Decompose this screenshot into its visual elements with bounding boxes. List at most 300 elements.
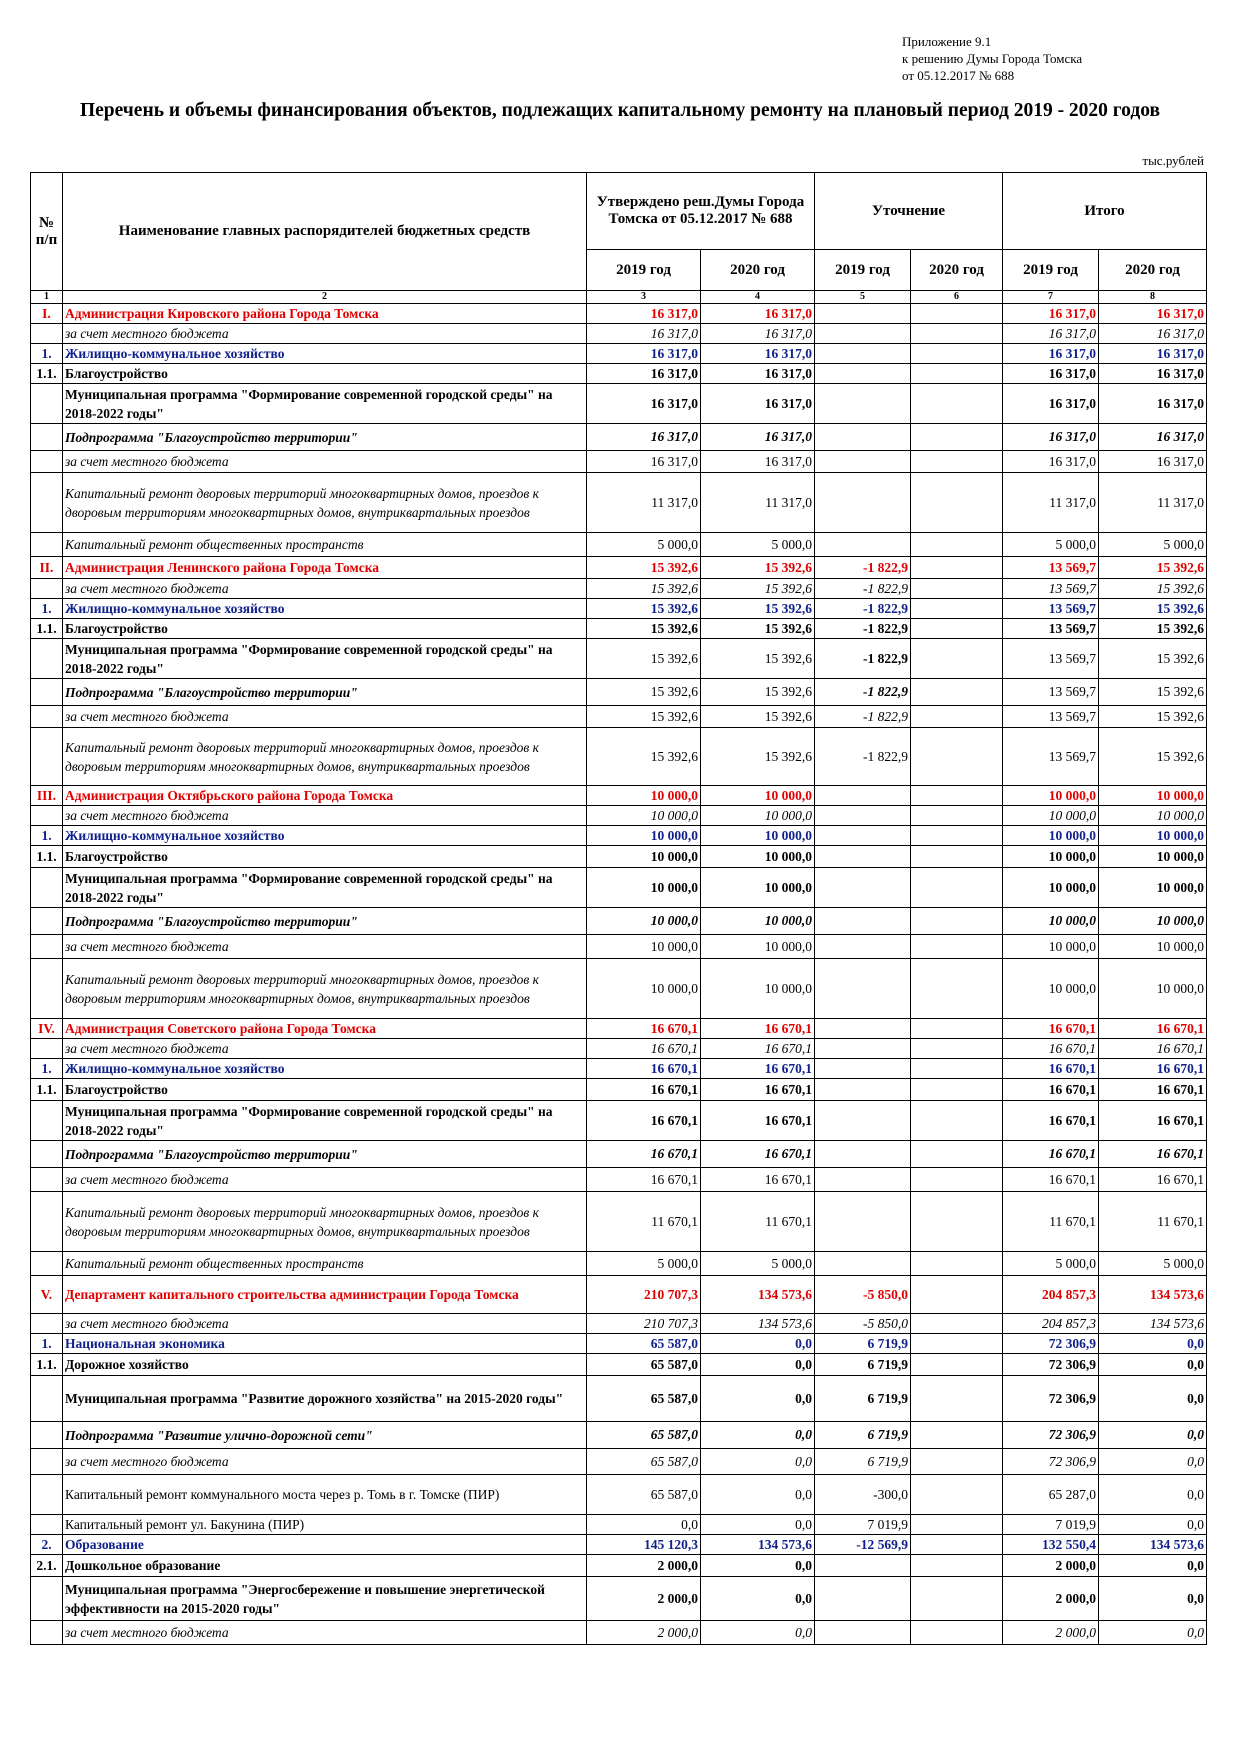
value-a20: 0,0 xyxy=(701,1422,815,1449)
value-c20 xyxy=(911,1515,1003,1535)
value-a19: 10 000,0 xyxy=(587,826,701,846)
value-a20: 15 392,6 xyxy=(701,679,815,706)
value-a19: 65 587,0 xyxy=(587,1449,701,1475)
value-t19: 65 287,0 xyxy=(1003,1475,1099,1515)
value-t19: 13 569,7 xyxy=(1003,639,1099,679)
value-t20: 0,0 xyxy=(1099,1422,1207,1449)
value-c20 xyxy=(911,1475,1003,1515)
value-c20 xyxy=(911,1252,1003,1276)
units-label: тыс.рублей xyxy=(1142,153,1204,168)
value-a20: 16 670,1 xyxy=(701,1101,815,1141)
value-c20 xyxy=(911,324,1003,344)
row-number xyxy=(31,384,63,424)
row-name: Образование xyxy=(63,1535,587,1555)
row-number xyxy=(31,1252,63,1276)
table-row xyxy=(31,728,1207,786)
value-c20 xyxy=(911,579,1003,599)
value-c20 xyxy=(911,706,1003,728)
value-a20: 10 000,0 xyxy=(701,868,815,908)
row-name: Капитальный ремонт дворовых территорий многоквартирных домов, проездов к дворовым территориям многоквартирных домов, внутриквартальных проездов xyxy=(63,728,587,786)
table-row xyxy=(31,1577,1207,1621)
value-c19 xyxy=(815,868,911,908)
value-a19: 16 670,1 xyxy=(587,1101,701,1141)
value-t19: 10 000,0 xyxy=(1003,826,1099,846)
header-year: 2019 год xyxy=(587,250,701,291)
value-a20: 16 670,1 xyxy=(701,1168,815,1192)
value-c20 xyxy=(911,1059,1003,1079)
value-t20: 0,0 xyxy=(1099,1621,1207,1645)
table-row xyxy=(31,806,1207,826)
row-number xyxy=(31,1141,63,1168)
value-t19: 7 019,9 xyxy=(1003,1515,1099,1535)
row-number xyxy=(31,1039,63,1059)
value-t20: 0,0 xyxy=(1099,1354,1207,1376)
value-a20: 16 670,1 xyxy=(701,1019,815,1039)
value-c20 xyxy=(911,619,1003,639)
table-row xyxy=(31,639,1207,679)
value-a19: 65 587,0 xyxy=(587,1376,701,1422)
value-a20: 0,0 xyxy=(701,1449,815,1475)
value-a19: 16 670,1 xyxy=(587,1039,701,1059)
value-a20: 15 392,6 xyxy=(701,557,815,579)
value-t19: 132 550,4 xyxy=(1003,1535,1099,1555)
value-c20 xyxy=(911,806,1003,826)
row-number: 1.1. xyxy=(31,619,63,639)
row-number: 1.1. xyxy=(31,364,63,384)
row-name: Жилищно-коммунальное хозяйство xyxy=(63,599,587,619)
value-a19: 16 317,0 xyxy=(587,304,701,324)
value-t19: 11 670,1 xyxy=(1003,1192,1099,1252)
value-c20 xyxy=(911,1168,1003,1192)
financing-table xyxy=(30,172,1207,1645)
header-year: 2020 год xyxy=(701,250,815,291)
value-a20: 11 670,1 xyxy=(701,1192,815,1252)
value-t19: 72 306,9 xyxy=(1003,1449,1099,1475)
value-c20 xyxy=(911,846,1003,868)
value-c19 xyxy=(815,364,911,384)
value-a19: 16 670,1 xyxy=(587,1079,701,1101)
row-number xyxy=(31,1192,63,1252)
value-t19: 10 000,0 xyxy=(1003,846,1099,868)
table-row xyxy=(31,1019,1207,1039)
row-name: за счет местного бюджета xyxy=(63,1039,587,1059)
value-c20 xyxy=(911,1101,1003,1141)
value-a19: 15 392,6 xyxy=(587,557,701,579)
value-c20 xyxy=(911,639,1003,679)
value-c19 xyxy=(815,959,911,1019)
value-t20: 0,0 xyxy=(1099,1376,1207,1422)
value-c20 xyxy=(911,304,1003,324)
header-clarification: Уточнение xyxy=(815,173,1003,250)
value-a20: 16 670,1 xyxy=(701,1039,815,1059)
value-t19: 13 569,7 xyxy=(1003,619,1099,639)
value-t20: 0,0 xyxy=(1099,1555,1207,1577)
header-year: 2020 год xyxy=(1099,250,1207,291)
value-t19: 13 569,7 xyxy=(1003,679,1099,706)
table-row xyxy=(31,935,1207,959)
appendix-note xyxy=(902,33,1082,84)
value-t19: 16 670,1 xyxy=(1003,1141,1099,1168)
value-a20: 15 392,6 xyxy=(701,728,815,786)
value-t20: 16 670,1 xyxy=(1099,1079,1207,1101)
row-number xyxy=(31,1449,63,1475)
column-number: 5 xyxy=(815,291,911,304)
value-a19: 15 392,6 xyxy=(587,706,701,728)
table-row xyxy=(31,1334,1207,1354)
value-c19 xyxy=(815,1039,911,1059)
value-t20: 15 392,6 xyxy=(1099,706,1207,728)
row-name: за счет местного бюджета xyxy=(63,1449,587,1475)
table-row xyxy=(31,344,1207,364)
value-c20 xyxy=(911,908,1003,935)
value-c19 xyxy=(815,384,911,424)
value-a20: 0,0 xyxy=(701,1475,815,1515)
value-a20: 16 670,1 xyxy=(701,1141,815,1168)
value-t20: 15 392,6 xyxy=(1099,728,1207,786)
value-a19: 65 587,0 xyxy=(587,1334,701,1354)
table-row xyxy=(31,1192,1207,1252)
value-t19: 2 000,0 xyxy=(1003,1621,1099,1645)
row-name: Администрация Советского района Города Томска xyxy=(63,1019,587,1039)
row-name: Благоустройство xyxy=(63,846,587,868)
value-t20: 15 392,6 xyxy=(1099,679,1207,706)
row-number xyxy=(31,324,63,344)
table-row xyxy=(31,1354,1207,1376)
value-c20 xyxy=(911,1621,1003,1645)
value-t19: 204 857,3 xyxy=(1003,1314,1099,1334)
row-name: Благоустройство xyxy=(63,364,587,384)
row-number xyxy=(31,1621,63,1645)
value-a20: 11 317,0 xyxy=(701,473,815,533)
value-t20: 0,0 xyxy=(1099,1475,1207,1515)
row-number xyxy=(31,533,63,557)
row-name: Капитальный ремонт коммунального моста через р. Томь в г. Томске (ПИР) xyxy=(63,1475,587,1515)
row-name: Муниципальная программа "Формирование современной городской среды" на 2018-2022 годы" xyxy=(63,868,587,908)
value-t20: 16 670,1 xyxy=(1099,1141,1207,1168)
value-a19: 15 392,6 xyxy=(587,619,701,639)
row-name: Капитальный ремонт ул. Бакунина (ПИР) xyxy=(63,1515,587,1535)
row-number xyxy=(31,1314,63,1334)
value-t19: 16 670,1 xyxy=(1003,1079,1099,1101)
header-approved: Утверждено реш.Думы Города Томска от 05.12.2017 № 688 xyxy=(587,173,815,250)
value-c20 xyxy=(911,1577,1003,1621)
value-t20: 134 573,6 xyxy=(1099,1535,1207,1555)
value-t20: 10 000,0 xyxy=(1099,806,1207,826)
row-number: IV. xyxy=(31,1019,63,1039)
value-t19: 10 000,0 xyxy=(1003,935,1099,959)
value-c19: -300,0 xyxy=(815,1475,911,1515)
value-a20: 10 000,0 xyxy=(701,826,815,846)
column-numbers-row xyxy=(31,291,1207,304)
row-name: Жилищно-коммунальное хозяйство xyxy=(63,826,587,846)
value-a19: 0,0 xyxy=(587,1515,701,1535)
row-number: 2.1. xyxy=(31,1555,63,1577)
value-c19: -5 850,0 xyxy=(815,1314,911,1334)
value-a19: 15 392,6 xyxy=(587,599,701,619)
value-t20: 16 317,0 xyxy=(1099,424,1207,451)
value-t20: 15 392,6 xyxy=(1099,599,1207,619)
row-name: за счет местного бюджета xyxy=(63,935,587,959)
value-c19: 7 019,9 xyxy=(815,1515,911,1535)
value-a20: 10 000,0 xyxy=(701,806,815,826)
value-a20: 15 392,6 xyxy=(701,619,815,639)
value-t19: 10 000,0 xyxy=(1003,786,1099,806)
row-name: Капитальный ремонт дворовых территорий многоквартирных домов, проездов к дворовым территориям многоквартирных домов, внутриквартальных проездов xyxy=(63,1192,587,1252)
header-year: 2020 год xyxy=(911,250,1003,291)
row-number xyxy=(31,908,63,935)
value-c20 xyxy=(911,1141,1003,1168)
value-c19 xyxy=(815,344,911,364)
value-a19: 16 670,1 xyxy=(587,1019,701,1039)
row-number xyxy=(31,639,63,679)
value-c19 xyxy=(815,908,911,935)
table-row xyxy=(31,908,1207,935)
value-c20 xyxy=(911,1019,1003,1039)
appendix-line: от 05.12.2017 № 688 xyxy=(902,68,1015,83)
value-t20: 11 670,1 xyxy=(1099,1192,1207,1252)
value-c19 xyxy=(815,846,911,868)
value-a20: 0,0 xyxy=(701,1334,815,1354)
row-number xyxy=(31,1515,63,1535)
value-t20: 0,0 xyxy=(1099,1334,1207,1354)
value-c19: -1 822,9 xyxy=(815,557,911,579)
value-a20: 10 000,0 xyxy=(701,959,815,1019)
value-c19 xyxy=(815,304,911,324)
value-a20: 16 317,0 xyxy=(701,384,815,424)
table-row xyxy=(31,1376,1207,1422)
row-number xyxy=(31,1376,63,1422)
value-a19: 10 000,0 xyxy=(587,806,701,826)
value-a19: 16 670,1 xyxy=(587,1168,701,1192)
row-name: за счет местного бюджета xyxy=(63,706,587,728)
value-t20: 134 573,6 xyxy=(1099,1314,1207,1334)
row-name: Муниципальная программа "Формирование современной городской среды" на 2018-2022 годы" xyxy=(63,639,587,679)
table-row xyxy=(31,599,1207,619)
table-row xyxy=(31,579,1207,599)
value-a19: 2 000,0 xyxy=(587,1577,701,1621)
value-a20: 15 392,6 xyxy=(701,706,815,728)
value-c19 xyxy=(815,1141,911,1168)
value-a20: 134 573,6 xyxy=(701,1276,815,1314)
value-t19: 16 670,1 xyxy=(1003,1019,1099,1039)
value-a19: 16 317,0 xyxy=(587,324,701,344)
row-name: Подпрограмма "Развитие улично-дорожной сети" xyxy=(63,1422,587,1449)
value-a20: 10 000,0 xyxy=(701,846,815,868)
row-number: 1. xyxy=(31,826,63,846)
value-a20: 16 317,0 xyxy=(701,304,815,324)
table-row xyxy=(31,706,1207,728)
row-number xyxy=(31,706,63,728)
value-t20: 10 000,0 xyxy=(1099,868,1207,908)
value-a19: 2 000,0 xyxy=(587,1621,701,1645)
value-c20 xyxy=(911,1334,1003,1354)
value-c19 xyxy=(815,1101,911,1141)
row-name: Муниципальная программа "Энергосбережение и повышение энергетической эффективности на 2015-2020 годы" xyxy=(63,1577,587,1621)
value-a20: 16 317,0 xyxy=(701,424,815,451)
value-a19: 10 000,0 xyxy=(587,846,701,868)
value-t20: 16 670,1 xyxy=(1099,1019,1207,1039)
appendix-line: Приложение 9.1 xyxy=(902,34,992,49)
value-c20 xyxy=(911,1276,1003,1314)
value-t19: 16 670,1 xyxy=(1003,1059,1099,1079)
table-row xyxy=(31,1621,1207,1645)
appendix-line: к решению Думы Города Томска xyxy=(902,51,1083,66)
value-t20: 16 670,1 xyxy=(1099,1059,1207,1079)
value-a19: 16 317,0 xyxy=(587,384,701,424)
value-t19: 16 317,0 xyxy=(1003,304,1099,324)
value-t20: 15 392,6 xyxy=(1099,639,1207,679)
value-a20: 15 392,6 xyxy=(701,639,815,679)
value-t19: 16 670,1 xyxy=(1003,1101,1099,1141)
header-name: Наименование главных распорядителей бюджетных средств xyxy=(63,173,587,291)
row-name: за счет местного бюджета xyxy=(63,324,587,344)
value-c20 xyxy=(911,1079,1003,1101)
value-c20 xyxy=(911,679,1003,706)
value-t20: 16 317,0 xyxy=(1099,364,1207,384)
value-c19: -5 850,0 xyxy=(815,1276,911,1314)
value-c20 xyxy=(911,1422,1003,1449)
value-c19 xyxy=(815,1168,911,1192)
table-row xyxy=(31,533,1207,557)
table-row xyxy=(31,1101,1207,1141)
table-row xyxy=(31,473,1207,533)
table-row xyxy=(31,1535,1207,1555)
value-a19: 16 670,1 xyxy=(587,1059,701,1079)
column-number: 2 xyxy=(63,291,587,304)
value-c19: -1 822,9 xyxy=(815,706,911,728)
row-name: Капитальный ремонт общественных пространств xyxy=(63,1252,587,1276)
table-row xyxy=(31,424,1207,451)
value-c19: -1 822,9 xyxy=(815,728,911,786)
value-c20 xyxy=(911,1192,1003,1252)
value-t19: 204 857,3 xyxy=(1003,1276,1099,1314)
value-a20: 5 000,0 xyxy=(701,1252,815,1276)
value-c20 xyxy=(911,344,1003,364)
value-t20: 16 317,0 xyxy=(1099,324,1207,344)
row-number xyxy=(31,959,63,1019)
row-name: Муниципальная программа "Формирование современной городской среды" на 2018-2022 годы" xyxy=(63,1101,587,1141)
row-number: 1.1. xyxy=(31,846,63,868)
table-row xyxy=(31,959,1207,1019)
value-c19: 6 719,9 xyxy=(815,1449,911,1475)
value-t19: 13 569,7 xyxy=(1003,557,1099,579)
value-c19: -1 822,9 xyxy=(815,599,911,619)
row-name: за счет местного бюджета xyxy=(63,451,587,473)
table-row xyxy=(31,1449,1207,1475)
value-t20: 15 392,6 xyxy=(1099,619,1207,639)
value-t20: 15 392,6 xyxy=(1099,579,1207,599)
value-c19: 6 719,9 xyxy=(815,1376,911,1422)
value-c19 xyxy=(815,1577,911,1621)
value-t19: 72 306,9 xyxy=(1003,1334,1099,1354)
value-a20: 134 573,6 xyxy=(701,1535,815,1555)
value-c19 xyxy=(815,786,911,806)
value-c19: -1 822,9 xyxy=(815,619,911,639)
value-t20: 10 000,0 xyxy=(1099,959,1207,1019)
header-year: 2019 год xyxy=(1003,250,1099,291)
value-a19: 15 392,6 xyxy=(587,639,701,679)
row-number: 1.1. xyxy=(31,1079,63,1101)
value-c19 xyxy=(815,1555,911,1577)
value-t20: 11 317,0 xyxy=(1099,473,1207,533)
row-number xyxy=(31,1475,63,1515)
value-t20: 0,0 xyxy=(1099,1515,1207,1535)
value-t19: 5 000,0 xyxy=(1003,533,1099,557)
value-c19 xyxy=(815,826,911,846)
value-t20: 16 670,1 xyxy=(1099,1101,1207,1141)
value-a19: 65 587,0 xyxy=(587,1475,701,1515)
value-t20: 10 000,0 xyxy=(1099,908,1207,935)
value-t20: 16 317,0 xyxy=(1099,344,1207,364)
value-a20: 134 573,6 xyxy=(701,1314,815,1334)
value-c20 xyxy=(911,959,1003,1019)
row-name: Муниципальная программа "Формирование современной городской среды" на 2018-2022 годы" xyxy=(63,384,587,424)
value-a19: 145 120,3 xyxy=(587,1535,701,1555)
table-row xyxy=(31,1276,1207,1314)
table-row xyxy=(31,1252,1207,1276)
row-name: за счет местного бюджета xyxy=(63,806,587,826)
value-a19: 15 392,6 xyxy=(587,579,701,599)
value-a20: 16 317,0 xyxy=(701,324,815,344)
value-c19 xyxy=(815,1019,911,1039)
value-t19: 16 317,0 xyxy=(1003,364,1099,384)
value-c20 xyxy=(911,557,1003,579)
value-a20: 0,0 xyxy=(701,1515,815,1535)
column-number: 8 xyxy=(1099,291,1207,304)
column-number: 6 xyxy=(911,291,1003,304)
value-c19: -1 822,9 xyxy=(815,679,911,706)
value-t19: 11 317,0 xyxy=(1003,473,1099,533)
row-name: Муниципальная программа "Развитие дорожного хозяйства" на 2015-2020 годы" xyxy=(63,1376,587,1422)
value-a19: 2 000,0 xyxy=(587,1555,701,1577)
table-row xyxy=(31,846,1207,868)
value-t20: 0,0 xyxy=(1099,1577,1207,1621)
row-number xyxy=(31,1101,63,1141)
value-t20: 16 317,0 xyxy=(1099,384,1207,424)
value-c20 xyxy=(911,473,1003,533)
value-a19: 16 317,0 xyxy=(587,451,701,473)
value-a19: 16 317,0 xyxy=(587,364,701,384)
value-c19 xyxy=(815,935,911,959)
row-number: 1.1. xyxy=(31,1354,63,1376)
row-name: за счет местного бюджета xyxy=(63,1314,587,1334)
value-c20 xyxy=(911,786,1003,806)
value-t19: 13 569,7 xyxy=(1003,706,1099,728)
value-c20 xyxy=(911,728,1003,786)
value-a19: 10 000,0 xyxy=(587,959,701,1019)
row-name: Капитальный ремонт дворовых территорий многоквартирных домов, проездов к дворовым территориям многоквартирных домов, внутриквартальных проездов xyxy=(63,473,587,533)
header-year: 2019 год xyxy=(815,250,911,291)
row-number xyxy=(31,679,63,706)
value-c20 xyxy=(911,826,1003,846)
document-title: Перечень и объемы финансирования объектов, подлежащих капитальному ремонту на плановый период 2019 - 2020 годов xyxy=(79,100,1161,121)
value-a20: 5 000,0 xyxy=(701,533,815,557)
row-number: 1. xyxy=(31,1059,63,1079)
value-a20: 10 000,0 xyxy=(701,786,815,806)
value-t20: 16 317,0 xyxy=(1099,451,1207,473)
value-c19 xyxy=(815,806,911,826)
value-t19: 72 306,9 xyxy=(1003,1376,1099,1422)
value-t20: 134 573,6 xyxy=(1099,1276,1207,1314)
row-name: Администрация Октябрьского района Города Томска xyxy=(63,786,587,806)
value-a19: 210 707,3 xyxy=(587,1276,701,1314)
row-number: III. xyxy=(31,786,63,806)
row-number xyxy=(31,424,63,451)
value-c20 xyxy=(911,1376,1003,1422)
value-c20 xyxy=(911,533,1003,557)
table-row xyxy=(31,384,1207,424)
row-name: Жилищно-коммунальное хозяйство xyxy=(63,1059,587,1079)
